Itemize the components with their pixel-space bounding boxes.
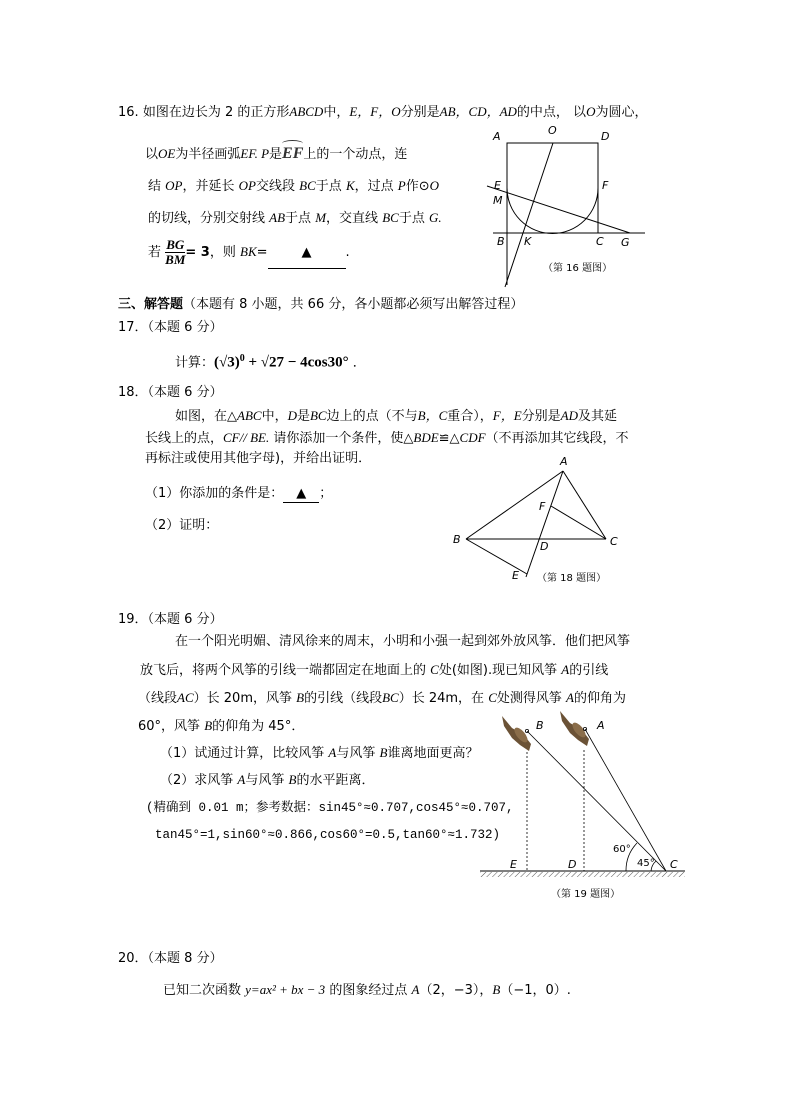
var: A xyxy=(411,982,420,997)
var: ABC xyxy=(237,408,262,423)
text: （2）求风筝 xyxy=(160,773,234,788)
label-d: D xyxy=(601,130,610,143)
text: 的仰角为 xyxy=(573,691,626,706)
text: 请你添加一个条件，使△ xyxy=(269,431,414,446)
q16-line-2 xyxy=(145,146,407,163)
var: B xyxy=(288,772,297,787)
var: AB，CD，AD xyxy=(439,104,517,119)
var: F，E xyxy=(492,408,522,423)
var: O xyxy=(586,104,596,119)
label-d: D xyxy=(568,858,577,871)
q19-reference-2: tan45°=1,sin60°≈0.866,cos60°=0.5,tan60°≈1.732) xyxy=(155,828,501,842)
text: 是 xyxy=(269,147,283,162)
label-b: B xyxy=(453,533,461,546)
text: 如图在边长为 2 的正方形 xyxy=(142,105,290,120)
text: 的水平距离． xyxy=(296,773,375,788)
figure-caption: （第 18 题图） xyxy=(537,573,607,584)
var: AB xyxy=(269,210,286,225)
text: （−1，0）. xyxy=(500,983,571,998)
q18-line-2 xyxy=(145,430,629,447)
text: 中， xyxy=(323,105,350,120)
var: BK xyxy=(240,244,257,259)
text: 为半径画弧 xyxy=(175,147,241,162)
q19-header: 19．（本题 6 分） xyxy=(118,612,223,627)
q18-sub-1 xyxy=(145,486,332,503)
fraction-bg-bm xyxy=(165,238,185,267)
var: M xyxy=(315,210,327,225)
label-g: G xyxy=(621,236,630,249)
label-k: K xyxy=(524,235,532,248)
fraction-numerator: BG xyxy=(166,237,185,252)
q18-sub-2: （2）证明： xyxy=(145,518,219,533)
answer-blank xyxy=(283,486,319,503)
var: BC xyxy=(309,408,327,423)
text: 的图象经过点 xyxy=(329,983,408,998)
q20-header: 20．（本题 8 分） xyxy=(118,951,223,966)
text: （1）你添加的条件是： xyxy=(145,486,284,501)
text: 若 xyxy=(148,245,162,260)
var: G. xyxy=(428,210,442,225)
var: C xyxy=(488,690,497,705)
text: 交线段 xyxy=(256,179,296,194)
line-ae xyxy=(526,471,563,577)
var: CDF xyxy=(459,430,486,445)
text: 边上的点（不与 xyxy=(326,409,418,424)
label-f: F xyxy=(539,500,546,513)
figure-caption: （第 16 题图） xyxy=(543,263,613,274)
label-e: E xyxy=(510,858,517,871)
label-c: C xyxy=(670,858,678,871)
q19-reference-1: (精确到 0.01 m；参考数据：sin45°≈0.707,cos45°≈0.707, xyxy=(146,801,514,815)
q19-sub-2 xyxy=(160,772,375,789)
text: ，则 xyxy=(209,245,236,260)
text: 谁离地面更高？ xyxy=(387,746,479,761)
text: 分别是 xyxy=(400,105,440,120)
arc-ef xyxy=(282,146,303,162)
text: 已知二次函数 xyxy=(163,983,242,998)
text: 处测得风筝 xyxy=(496,691,562,706)
label-b: B xyxy=(497,235,505,248)
text: ，并延长 xyxy=(182,179,235,194)
square-abcd xyxy=(507,143,598,233)
text: ，过点 xyxy=(354,179,394,194)
label-d: D xyxy=(540,540,549,553)
math-exponent: 0 xyxy=(239,353,245,364)
text: ）长 20m，风筝 xyxy=(193,691,292,706)
q16-figure xyxy=(480,120,660,290)
var: AC xyxy=(177,690,194,705)
label-a: A xyxy=(493,130,501,143)
text: 于点 xyxy=(285,211,312,226)
text: 于点 xyxy=(315,179,342,194)
var: B，C xyxy=(417,408,448,423)
var: K xyxy=(345,178,355,193)
var: A xyxy=(237,772,246,787)
section-3-title xyxy=(118,297,523,313)
text: 的引线 xyxy=(569,663,609,678)
kite-b-bird-icon xyxy=(502,716,531,751)
q20-line-1 xyxy=(163,982,571,999)
text: ≌△ xyxy=(438,431,460,446)
text: ． xyxy=(352,355,366,371)
q19-line-4 xyxy=(138,718,304,735)
label-e: E xyxy=(494,179,501,192)
var: OP xyxy=(238,178,256,193)
text: 于点 xyxy=(398,211,425,226)
text: 的切线，分别交射线 xyxy=(148,211,266,226)
text: ； xyxy=(319,486,333,501)
var: EF. P xyxy=(240,146,270,161)
text: 与风筝 xyxy=(336,746,376,761)
var: A xyxy=(566,690,574,705)
var: E，F，O xyxy=(349,104,401,119)
text: 以 xyxy=(145,147,159,162)
var: OE xyxy=(158,146,176,161)
text: 中， xyxy=(261,409,288,424)
text: ）长 24m，在 xyxy=(398,691,485,706)
var: OP xyxy=(165,178,183,193)
var: CF// BE. xyxy=(223,430,270,445)
var: BC xyxy=(382,690,399,705)
math-base: (√3) xyxy=(214,354,240,371)
var: AD xyxy=(560,408,579,423)
q18-line-1 xyxy=(175,408,617,425)
text: （2，−3）， xyxy=(419,983,493,998)
text: 重合）， xyxy=(447,409,493,424)
q16-number: 16. xyxy=(118,105,139,120)
text: 与风筝 xyxy=(245,773,285,788)
text: 上的一个动点，连 xyxy=(303,147,408,162)
figure-caption: （第 19 题图） xyxy=(551,889,621,900)
label-c: C xyxy=(610,535,618,548)
label-m: M xyxy=(493,194,503,207)
label-a: A xyxy=(597,719,605,732)
var: D xyxy=(287,408,297,423)
text: = xyxy=(256,245,268,260)
var: A xyxy=(328,745,337,760)
angle-label-60: 60° xyxy=(613,844,631,855)
fraction-denominator: BM xyxy=(165,252,186,267)
q16-line-5 xyxy=(148,237,350,269)
label-c: C xyxy=(596,235,604,248)
section-heading: 三、解答题 xyxy=(118,297,184,312)
q16-line-1 xyxy=(118,104,647,121)
text: 的引线（线段 xyxy=(304,691,383,706)
text: 60°，风筝 xyxy=(138,719,201,734)
text: 计算： xyxy=(175,355,215,371)
text: 为圆心， xyxy=(595,105,648,120)
var: C xyxy=(430,662,439,677)
text: （线段 xyxy=(138,691,178,706)
var: P xyxy=(397,178,406,193)
var: A xyxy=(561,662,570,677)
var: EF xyxy=(282,145,304,162)
answer-blank xyxy=(268,238,346,269)
q16-line-3 xyxy=(148,178,439,195)
label-b: B xyxy=(536,719,544,732)
var: BC xyxy=(299,178,316,193)
label-f: F xyxy=(602,179,609,192)
text: ，交直线 xyxy=(326,211,379,226)
math-rest: + √27 − 4cos30° xyxy=(244,354,349,371)
text: 的中点， 以 xyxy=(516,105,587,120)
label-e: E xyxy=(512,569,519,582)
line-bc xyxy=(527,731,666,871)
label-a: A xyxy=(560,455,568,468)
ground-hatching xyxy=(480,872,685,877)
triangle-mark-icon: ▲ xyxy=(301,245,312,260)
var: B xyxy=(492,982,501,997)
q18-figure xyxy=(440,450,640,590)
arc-ef xyxy=(507,188,598,234)
q19-sub-1 xyxy=(160,745,479,762)
text: 处(如图).现已知风筝 xyxy=(438,663,558,678)
text: . xyxy=(345,245,350,260)
text: 长线上的点， xyxy=(145,431,224,446)
text: 的仰角为 45°． xyxy=(212,719,305,734)
label-o: O xyxy=(548,124,557,137)
text: （1）试通过计算，比较风筝 xyxy=(160,746,325,761)
side-ab xyxy=(466,471,563,539)
angle-label-45: 45° xyxy=(637,858,655,869)
var: B xyxy=(379,745,388,760)
var: ABCD xyxy=(289,104,324,119)
text: 作⊙ xyxy=(405,179,430,194)
text: 结 xyxy=(148,179,162,194)
var: O xyxy=(429,178,440,193)
q17-expression xyxy=(175,348,366,374)
text: （不再添加其它线段，不 xyxy=(485,431,629,446)
function-expression: y=ax² + bx − 3 xyxy=(245,982,326,997)
text: 是 xyxy=(296,409,310,424)
q19-line-2 xyxy=(140,662,608,679)
section-note: （本题有 8 小题，共 66 分，各小题都必须写出解答过程） xyxy=(183,297,524,312)
text: = 3 xyxy=(185,245,210,260)
var: BDE xyxy=(413,430,439,445)
side-ac xyxy=(563,471,606,539)
q19-figure xyxy=(470,705,700,905)
q18-line-3: 再标注或使用其他字母)，并给出证明． xyxy=(145,451,372,466)
arc-mark xyxy=(282,140,303,147)
q17-header: 17．（本题 6 分） xyxy=(118,320,223,335)
tangent-line xyxy=(487,186,630,233)
var: BC xyxy=(382,210,399,225)
segment-cf xyxy=(551,506,606,539)
q19-line-1: 在一个阳光明媚、清风徐来的周末，小明和小强一起到郊外放风筝．他们把风筝 xyxy=(175,634,631,649)
text: 如图，在△ xyxy=(175,409,237,424)
text: 及其延 xyxy=(578,409,618,424)
q18-header: 18．（本题 6 分） xyxy=(118,385,223,400)
var: B xyxy=(204,718,213,733)
var: B xyxy=(296,690,305,705)
text: 放飞后，将两个风筝的引线一端都固定在地面上的 xyxy=(140,663,427,678)
q16-line-4 xyxy=(148,210,442,227)
triangle-mark-icon: ▲ xyxy=(296,486,307,501)
text: 分别是 xyxy=(521,409,561,424)
